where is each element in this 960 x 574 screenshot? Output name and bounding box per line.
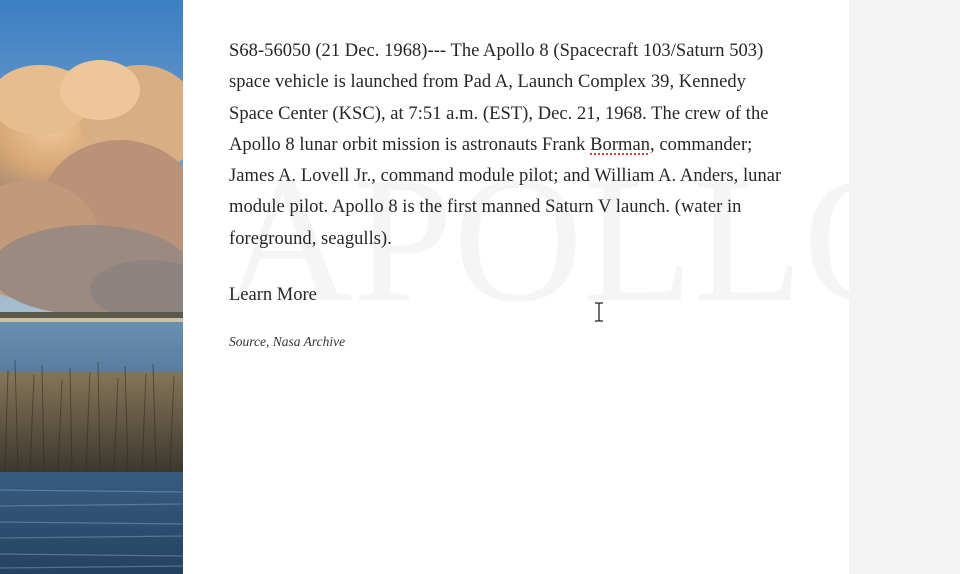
article-page [183, 0, 849, 574]
launch-photo [0, 0, 183, 574]
learn-more-link[interactable]: Learn More [229, 285, 317, 306]
spellcheck-flagged-word[interactable]: Borman [590, 134, 651, 155]
photo-caption[interactable] [229, 36, 789, 255]
article-content [229, 36, 789, 350]
caption-text-end: , commander; James A. Lovell Jr., command module pilot; and William A. Anders, lunar module pilot. Apollo 8 is the first manned Saturn V launch. (water in foreground, seagulls). [229, 134, 782, 249]
source-credit: Source, Nasa Archive [229, 334, 346, 350]
right-margin [849, 0, 960, 574]
text-cursor-icon [593, 302, 605, 322]
caption-text-start: S68-56050 (21 Dec. 1968)--- The Apollo 8 (Spacecraft 103/Saturn 503) space vehicle is launched from Pad A, Launch Complex 39, Kennedy Space Center (KSC), at 7:51 a.m. (EST), Dec. 21, 1968. The crew of the Apollo 8 lunar orbit mission is astronauts Frank [229, 41, 769, 155]
